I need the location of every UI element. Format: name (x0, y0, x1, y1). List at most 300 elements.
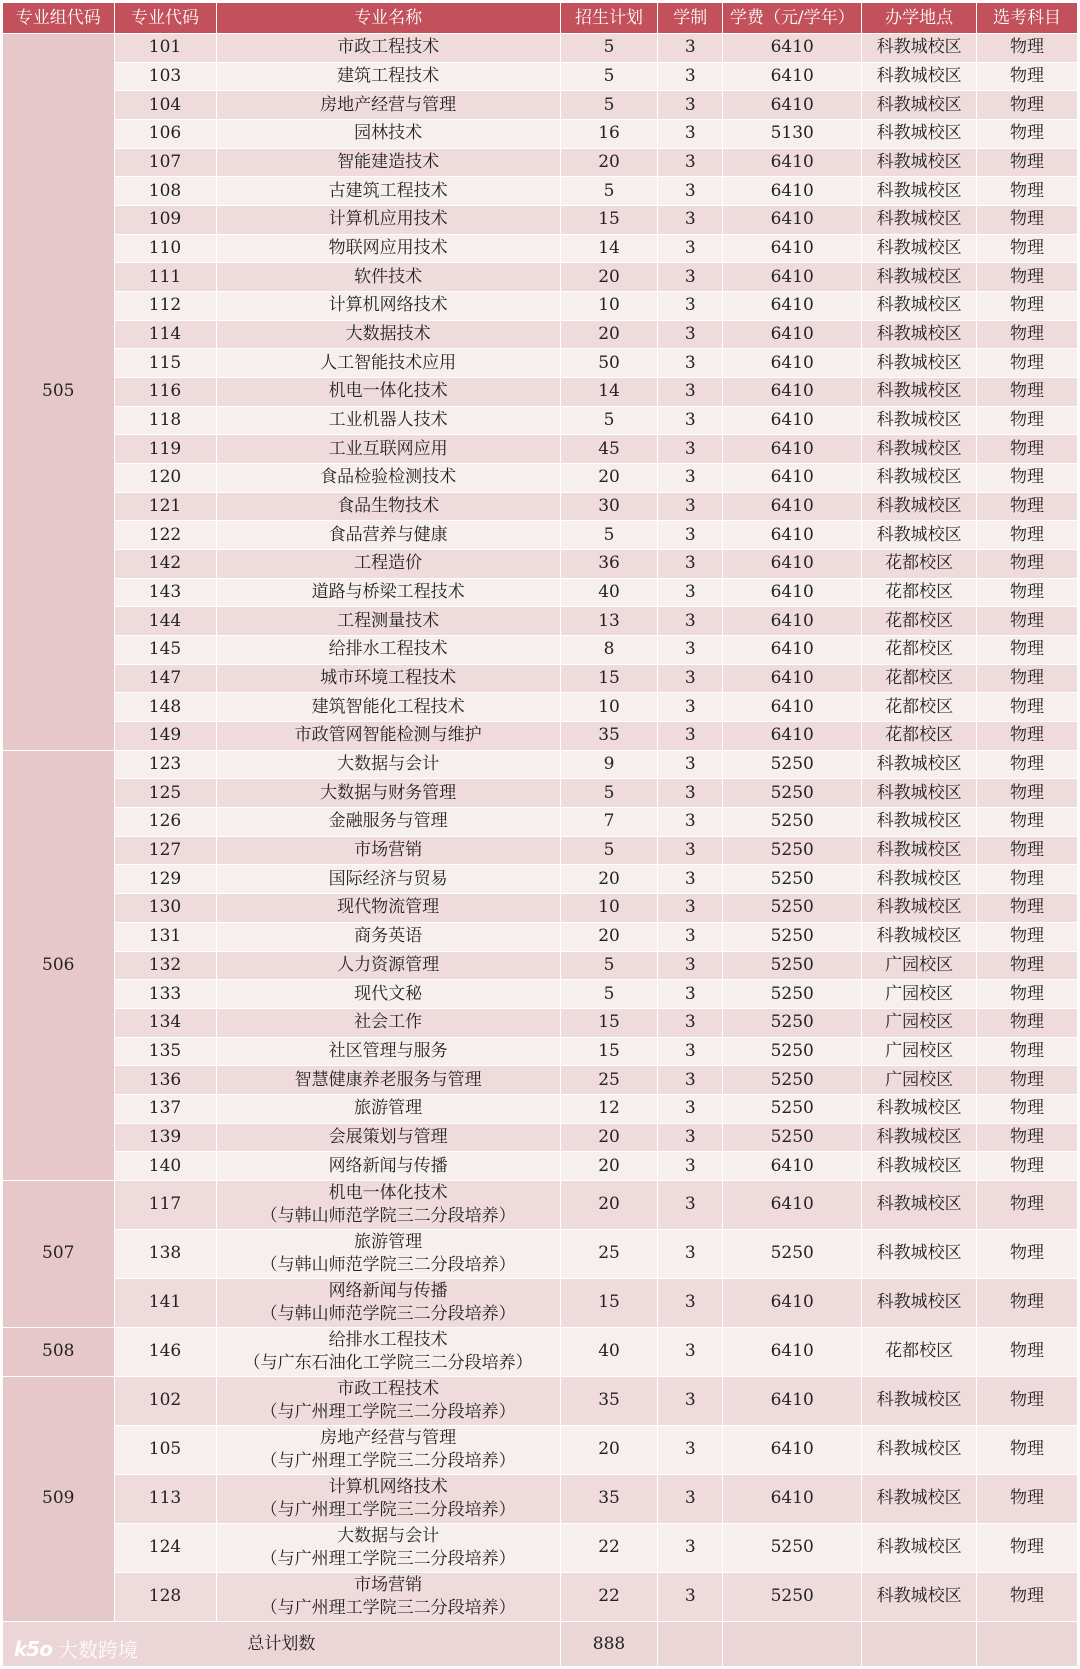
years-cell: 3 (658, 435, 723, 464)
years-cell: 3 (658, 263, 723, 292)
subject-cell: 物理 (977, 1066, 1078, 1095)
major-code-cell: 148 (114, 693, 216, 722)
major-name: 建筑工程技术 (337, 66, 440, 86)
table-row (3, 521, 1078, 550)
major-code-cell: 126 (114, 808, 216, 837)
major-name: 房地产经营与管理 (320, 94, 457, 115)
campus-cell: 科教城校区 (862, 234, 977, 263)
years-cell: 3 (658, 34, 723, 63)
campus-cell: 科教城校区 (862, 120, 977, 149)
major-name-cell (216, 980, 560, 1009)
major-name-note: （与韩山师范学院三二分段培养） (260, 1254, 516, 1275)
group-code-cell: 507 (3, 1180, 115, 1327)
fee-cell: 6410 (723, 578, 862, 607)
fee-cell: 6410 (723, 435, 862, 464)
major-name-cell (216, 1327, 560, 1376)
major-code-cell: 141 (114, 1278, 216, 1327)
fee-cell: 6410 (723, 177, 862, 206)
major-name-cell (216, 1094, 560, 1123)
subject-cell: 物理 (977, 263, 1078, 292)
subject-cell: 物理 (977, 722, 1078, 751)
campus-cell: 科教城校区 (862, 1180, 977, 1229)
major-name: 网络新闻与传播 (328, 1155, 448, 1176)
subject-cell: 物理 (977, 1474, 1078, 1523)
table-row (3, 750, 1078, 779)
subject-cell: 物理 (977, 464, 1078, 493)
major-name: 大数据与会计 (337, 754, 440, 775)
major-name-cell (216, 234, 560, 263)
major-name-note: （与韩山师范学院三二分段培养） (260, 1205, 516, 1226)
table-row (3, 980, 1078, 1009)
major-code-cell: 106 (114, 120, 216, 149)
table-row (3, 722, 1078, 751)
plan-cell: 5 (560, 980, 658, 1009)
table-row (3, 808, 1078, 837)
table-row (3, 951, 1078, 980)
table-row (3, 1425, 1078, 1474)
fee-cell: 6410 (723, 492, 862, 521)
major-code-cell: 103 (114, 62, 216, 91)
major-name: 食品检验检测技术 (320, 467, 457, 488)
major-name-cell (216, 464, 560, 493)
table-row (3, 922, 1078, 951)
table-row (3, 206, 1078, 235)
major-name: 软件技术 (354, 266, 423, 287)
major-code-cell: 112 (114, 292, 216, 321)
plan-cell: 16 (560, 120, 658, 149)
major-name-cell (216, 206, 560, 235)
subject-cell: 物理 (977, 693, 1078, 722)
major-code-cell: 111 (114, 263, 216, 292)
campus-cell: 广园校区 (862, 980, 977, 1009)
subject-cell: 物理 (977, 1425, 1078, 1474)
major-code-cell: 108 (114, 177, 216, 206)
campus-cell: 科教城校区 (862, 1278, 977, 1327)
major-name: 大数据与财务管理 (320, 782, 457, 803)
major-name: 大数据与会计 (337, 1525, 440, 1546)
years-cell: 3 (658, 664, 723, 693)
major-name: 工程测量技术 (337, 610, 440, 631)
major-code-cell: 102 (114, 1376, 216, 1425)
table-row (3, 464, 1078, 493)
fee-cell: 5250 (723, 808, 862, 837)
years-cell: 3 (658, 980, 723, 1009)
plan-cell: 14 (560, 234, 658, 263)
plan-cell: 15 (560, 206, 658, 235)
campus-cell: 科教城校区 (862, 1572, 977, 1621)
plan-cell: 5 (560, 91, 658, 120)
table-row (3, 664, 1078, 693)
major-name: 给排水工程技术 (328, 1329, 448, 1350)
fee-cell: 6410 (723, 1376, 862, 1425)
years-cell: 3 (658, 464, 723, 493)
table-row (3, 578, 1078, 607)
years-cell: 3 (658, 1523, 723, 1572)
years-cell: 3 (658, 1572, 723, 1621)
subject-cell: 物理 (977, 1180, 1078, 1229)
years-cell: 3 (658, 1327, 723, 1376)
major-code-cell: 132 (114, 951, 216, 980)
table-row (3, 1572, 1078, 1621)
campus-cell: 科教城校区 (862, 292, 977, 321)
subject-cell: 物理 (977, 1123, 1078, 1152)
table-row (3, 550, 1078, 579)
fee-cell: 5130 (723, 120, 862, 149)
years-cell: 3 (658, 177, 723, 206)
major-name-cell (216, 292, 560, 321)
campus-cell: 科教城校区 (862, 177, 977, 206)
years-cell: 3 (658, 292, 723, 321)
fee-cell: 6410 (723, 1425, 862, 1474)
fee-cell: 6410 (723, 1180, 862, 1229)
fee-cell: 5250 (723, 865, 862, 894)
subject-cell: 物理 (977, 234, 1078, 263)
plan-cell: 20 (560, 922, 658, 951)
campus-cell: 科教城校区 (862, 1376, 977, 1425)
campus-cell: 科教城校区 (862, 435, 977, 464)
total-empty-cell (977, 1622, 1078, 1667)
fee-cell: 6410 (723, 34, 862, 63)
campus-cell: 科教城校区 (862, 894, 977, 923)
campus-cell: 花都校区 (862, 636, 977, 665)
campus-cell: 科教城校区 (862, 865, 977, 894)
subject-cell: 物理 (977, 980, 1078, 1009)
table-row (3, 779, 1078, 808)
years-cell: 3 (658, 1152, 723, 1181)
campus-cell: 广园校区 (862, 1037, 977, 1066)
years-cell: 3 (658, 808, 723, 837)
major-name-cell (216, 1037, 560, 1066)
header-major-name: 专业名称 (216, 3, 560, 34)
major-code-cell: 123 (114, 750, 216, 779)
table-row (3, 865, 1078, 894)
subject-cell: 物理 (977, 1008, 1078, 1037)
subject-cell: 物理 (977, 578, 1078, 607)
major-code-cell: 139 (114, 1123, 216, 1152)
watermark (14, 1634, 138, 1663)
major-code-cell: 105 (114, 1425, 216, 1474)
major-name: 国际经济与贸易 (328, 868, 448, 889)
subject-cell: 物理 (977, 206, 1078, 235)
fee-cell: 6410 (723, 91, 862, 120)
fee-cell: 5250 (723, 1066, 862, 1095)
header-group-code: 专业组代码 (3, 3, 115, 34)
plan-cell: 10 (560, 693, 658, 722)
major-code-cell: 125 (114, 779, 216, 808)
plan-cell: 5 (560, 779, 658, 808)
total-value: 888 (560, 1622, 658, 1667)
subject-cell: 物理 (977, 550, 1078, 579)
plan-cell: 5 (560, 951, 658, 980)
major-name-cell (216, 177, 560, 206)
major-name-cell (216, 435, 560, 464)
subject-cell: 物理 (977, 521, 1078, 550)
years-cell: 3 (658, 722, 723, 751)
major-name-cell (216, 693, 560, 722)
group-code-cell: 505 (3, 34, 115, 751)
subject-cell: 物理 (977, 836, 1078, 865)
fee-cell: 5250 (723, 951, 862, 980)
fee-cell: 5250 (723, 1572, 862, 1621)
major-name: 计算机网络技术 (328, 295, 448, 316)
major-code-cell: 145 (114, 636, 216, 665)
campus-cell: 科教城校区 (862, 1094, 977, 1123)
major-name: 市场营销 (354, 840, 423, 861)
major-name-note: （与广州理工学院三二分段培养） (260, 1597, 516, 1618)
years-cell: 3 (658, 120, 723, 149)
group-code-cell: 506 (3, 750, 115, 1180)
plan-cell: 45 (560, 435, 658, 464)
fee-cell: 5250 (723, 1123, 862, 1152)
plan-cell: 35 (560, 1376, 658, 1425)
fee-cell: 6410 (723, 664, 862, 693)
major-name-cell (216, 406, 560, 435)
major-name-cell (216, 1066, 560, 1095)
major-code-cell: 119 (114, 435, 216, 464)
total-empty-cell (658, 1622, 723, 1667)
plan-cell: 13 (560, 607, 658, 636)
years-cell: 3 (658, 1425, 723, 1474)
campus-cell: 科教城校区 (862, 1229, 977, 1278)
subject-cell: 物理 (977, 62, 1078, 91)
major-code-cell: 109 (114, 206, 216, 235)
plan-cell: 15 (560, 1278, 658, 1327)
plan-cell: 10 (560, 894, 658, 923)
table-row (3, 320, 1078, 349)
subject-cell: 物理 (977, 1094, 1078, 1123)
major-name-cell (216, 1152, 560, 1181)
major-name: 食品生物技术 (337, 496, 440, 517)
campus-cell: 科教城校区 (862, 1123, 977, 1152)
major-name: 智能建造技术 (337, 152, 440, 173)
table-row (3, 607, 1078, 636)
subject-cell: 物理 (977, 1376, 1078, 1425)
major-code-cell: 133 (114, 980, 216, 1009)
years-cell: 3 (658, 91, 723, 120)
subject-cell: 物理 (977, 1327, 1078, 1376)
table-row (3, 693, 1078, 722)
fee-cell: 6410 (723, 1152, 862, 1181)
major-name: 会展策划与管理 (328, 1126, 448, 1147)
subject-cell: 物理 (977, 91, 1078, 120)
major-name-cell (216, 62, 560, 91)
major-name-cell (216, 263, 560, 292)
subject-cell: 物理 (977, 894, 1078, 923)
fee-cell: 6410 (723, 722, 862, 751)
major-name-cell (216, 1425, 560, 1474)
subject-cell: 物理 (977, 779, 1078, 808)
major-name-cell (216, 578, 560, 607)
major-code-cell: 144 (114, 607, 216, 636)
years-cell: 3 (658, 836, 723, 865)
group-code-cell: 508 (3, 1327, 115, 1376)
plan-cell: 22 (560, 1572, 658, 1621)
years-cell: 3 (658, 1123, 723, 1152)
major-name: 智慧健康养老服务与管理 (294, 1069, 482, 1090)
years-cell: 3 (658, 779, 723, 808)
years-cell: 3 (658, 1094, 723, 1123)
table-row (3, 1376, 1078, 1425)
campus-cell: 花都校区 (862, 722, 977, 751)
major-name: 旅游管理 (354, 1098, 423, 1119)
campus-cell: 科教城校区 (862, 922, 977, 951)
plan-cell: 22 (560, 1523, 658, 1572)
major-code-cell: 137 (114, 1094, 216, 1123)
major-name: 商务英语 (354, 926, 423, 947)
table-row (3, 894, 1078, 923)
group-code-cell: 509 (3, 1376, 115, 1621)
enrollment-plan-table (2, 2, 1078, 1667)
major-name: 机电一体化技术 (328, 381, 448, 402)
fee-cell: 6410 (723, 292, 862, 321)
major-name-cell (216, 1229, 560, 1278)
years-cell: 3 (658, 378, 723, 407)
major-code-cell: 142 (114, 550, 216, 579)
table-row (3, 1008, 1078, 1037)
major-code-cell: 136 (114, 1066, 216, 1095)
table-row (3, 1152, 1078, 1181)
table-row (3, 636, 1078, 665)
major-name-cell (216, 636, 560, 665)
campus-cell: 科教城校区 (862, 378, 977, 407)
major-name-note: （与韩山师范学院三二分段培养） (260, 1303, 516, 1324)
major-code-cell: 129 (114, 865, 216, 894)
years-cell: 3 (658, 148, 723, 177)
table-row (3, 492, 1078, 521)
campus-cell: 广园校区 (862, 1066, 977, 1095)
major-name: 社区管理与服务 (328, 1040, 448, 1061)
major-name: 大数据技术 (345, 324, 431, 345)
major-name-cell (216, 1474, 560, 1523)
major-name-cell (216, 894, 560, 923)
years-cell: 3 (658, 550, 723, 579)
fee-cell: 5250 (723, 750, 862, 779)
fee-cell: 6410 (723, 206, 862, 235)
major-name: 社会工作 (354, 1012, 423, 1033)
table-row (3, 234, 1078, 263)
fee-cell: 6410 (723, 550, 862, 579)
fee-cell: 6410 (723, 636, 862, 665)
major-name: 市场营销 (354, 1574, 423, 1595)
subject-cell: 物理 (977, 607, 1078, 636)
plan-cell: 8 (560, 636, 658, 665)
header-plan: 招生计划 (560, 3, 658, 34)
header-subject: 选考科目 (977, 3, 1078, 34)
campus-cell: 科教城校区 (862, 750, 977, 779)
campus-cell: 科教城校区 (862, 406, 977, 435)
plan-cell: 5 (560, 34, 658, 63)
major-code-cell: 118 (114, 406, 216, 435)
subject-cell: 物理 (977, 664, 1078, 693)
plan-cell: 10 (560, 292, 658, 321)
major-name: 道路与桥梁工程技术 (311, 582, 465, 603)
major-name-cell (216, 492, 560, 521)
campus-cell: 广园校区 (862, 1008, 977, 1037)
major-code-cell: 115 (114, 349, 216, 378)
major-name-cell (216, 808, 560, 837)
plan-cell: 25 (560, 1066, 658, 1095)
major-code-cell: 138 (114, 1229, 216, 1278)
subject-cell: 物理 (977, 34, 1078, 63)
campus-cell: 科教城校区 (862, 492, 977, 521)
major-code-cell: 116 (114, 378, 216, 407)
major-name-note: （与广东石油化工学院三二分段培养） (243, 1352, 533, 1373)
table-row (3, 406, 1078, 435)
subject-cell: 物理 (977, 1572, 1078, 1621)
major-name-cell (216, 607, 560, 636)
major-name: 市政管网智能检测与维护 (294, 725, 482, 746)
major-name: 计算机应用技术 (328, 209, 448, 230)
subject-cell: 物理 (977, 120, 1078, 149)
major-code-cell: 104 (114, 91, 216, 120)
campus-cell: 科教城校区 (862, 836, 977, 865)
total-row (3, 1622, 1078, 1667)
major-code-cell: 130 (114, 894, 216, 923)
plan-cell: 5 (560, 406, 658, 435)
major-name-cell (216, 1123, 560, 1152)
major-code-cell: 122 (114, 521, 216, 550)
fee-cell: 5250 (723, 894, 862, 923)
major-name-cell (216, 521, 560, 550)
fee-cell: 6410 (723, 62, 862, 91)
years-cell: 3 (658, 1474, 723, 1523)
watermark-text: 大数跨境 (57, 1638, 138, 1662)
major-name-cell (216, 750, 560, 779)
plan-cell: 5 (560, 521, 658, 550)
subject-cell: 物理 (977, 378, 1078, 407)
campus-cell: 花都校区 (862, 693, 977, 722)
major-code-cell: 140 (114, 1152, 216, 1181)
campus-cell: 科教城校区 (862, 1425, 977, 1474)
plan-cell: 30 (560, 492, 658, 521)
major-name: 给排水工程技术 (328, 639, 448, 660)
plan-cell: 12 (560, 1094, 658, 1123)
plan-cell: 20 (560, 464, 658, 493)
campus-cell: 科教城校区 (862, 808, 977, 837)
watermark-logo: k5o (14, 1636, 52, 1661)
subject-cell: 物理 (977, 349, 1078, 378)
major-code-cell: 124 (114, 1523, 216, 1572)
table-row (3, 1066, 1078, 1095)
major-name: 园林技术 (354, 123, 423, 144)
major-name: 现代物流管理 (337, 897, 440, 918)
fee-cell: 5250 (723, 1008, 862, 1037)
subject-cell: 物理 (977, 750, 1078, 779)
years-cell: 3 (658, 406, 723, 435)
table-row (3, 148, 1078, 177)
campus-cell: 科教城校区 (862, 91, 977, 120)
fee-cell: 6410 (723, 693, 862, 722)
major-name: 房地产经营与管理 (320, 1427, 457, 1448)
total-empty-cell (723, 1622, 862, 1667)
campus-cell: 科教城校区 (862, 464, 977, 493)
major-code-cell: 113 (114, 1474, 216, 1523)
major-name-cell (216, 1376, 560, 1425)
fee-cell: 6410 (723, 320, 862, 349)
plan-cell: 20 (560, 1425, 658, 1474)
campus-cell: 科教城校区 (862, 349, 977, 378)
major-name-cell (216, 951, 560, 980)
major-name-cell (216, 1572, 560, 1621)
header-years: 学制 (658, 3, 723, 34)
plan-cell: 15 (560, 1037, 658, 1066)
campus-cell: 科教城校区 (862, 263, 977, 292)
major-name-cell (216, 1180, 560, 1229)
table-row (3, 34, 1078, 63)
major-name-cell (216, 779, 560, 808)
campus-cell: 科教城校区 (862, 779, 977, 808)
major-name: 城市环境工程技术 (320, 668, 457, 689)
